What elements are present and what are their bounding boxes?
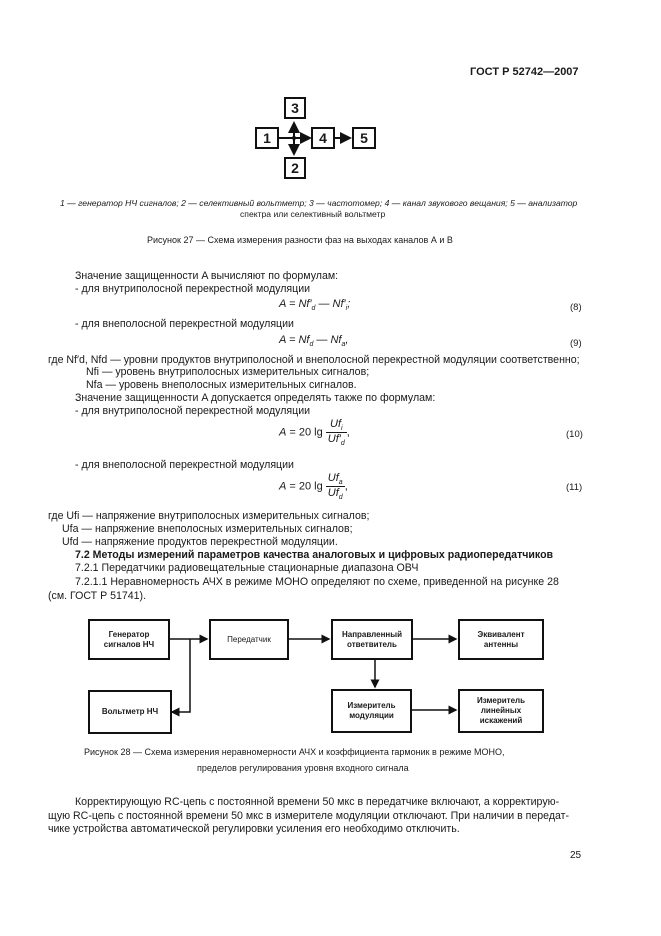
formula-10: A = 20 lg $\frac{Uf_i}{Uf'_d}$ , <box>279 418 350 448</box>
fig27-block-4: 4 <box>311 127 335 149</box>
fig28-generator-block: Генератор сигналов НЧ <box>88 619 170 660</box>
fig28-antenna-equivalent-block: Эквивалент антенны <box>458 619 544 660</box>
page-number: 25 <box>570 850 582 861</box>
formula-8: $A = Nf'_d$ — $Nf'_i$; <box>279 298 351 313</box>
where-nfd: где Nf′d, Nfd — уровни продуктов внутриполосной и внеполосной перекрестной модуляции соответственно; <box>48 354 580 366</box>
eq-number-11: (11) <box>566 482 583 493</box>
fig28-modulation-meter-block: Измеритель модуляции <box>331 689 412 733</box>
where-ufa: Ufa — напряжение внеполосных измерительных сигналов; <box>62 523 353 535</box>
fig28-caption-line2: пределов регулирования уровня входного сигнала <box>197 763 409 773</box>
para-rc-line3: чике устройства автоматической регулировки усиления его необходимо отключить. <box>48 823 460 835</box>
fig28-coupler-block: Направленный ответвитель <box>331 619 413 660</box>
fig27-legend-line2: спектра или селективный вольтметр <box>240 209 386 219</box>
doc-id: ГОСТ Р 52742—2007 <box>470 66 579 78</box>
fig27-block-1: 1 <box>255 127 279 149</box>
junction-point <box>292 136 296 140</box>
fig27-caption: Рисунок 27 — Схема измерения разности фаз на выходах каналов А и В <box>147 235 453 245</box>
para-protection-intro: Значение защищенности A вычисляют по формулам: <box>75 270 339 282</box>
fig28-voltmeter-block: Вольтметр НЧ <box>88 690 172 734</box>
section-7-2-1: 7.2.1 Передатчики радиовещательные стационарные диапазона ОВЧ <box>75 562 419 574</box>
para-rc-line1: Корректирующую RC-цепь с постоянной времени 50 мкс в передатчике включают, а корректирую- <box>75 796 560 808</box>
section-7-2-1-1-line2: (см. ГОСТ Р 51741). <box>48 590 147 602</box>
formula-11: A = 20 lg $\frac{Uf_a}{Uf_d}$ , <box>279 472 348 502</box>
para-inband-1: - для внутриполосной перекрестной модуляции <box>75 283 311 295</box>
fig27-legend-line1: 1 — генератор НЧ сигналов; 2 — селективный вольтметр; 3 — частотомер; 4 — канал звукового вещания; 5 — анализатор <box>60 198 578 208</box>
eq-number-10: (10) <box>566 429 583 440</box>
where-ufi: где Ufi — напряжение внутриполосных измерительных сигналов; <box>48 510 370 522</box>
fig28-transmitter-block: Передатчик <box>209 619 289 660</box>
para-protection-alt: Значение защищенности A допускается определять также по формулам: <box>75 392 436 404</box>
eq-number-9: (9) <box>570 338 582 349</box>
para-inband-2: - для внутриполосной перекрестной модуляции <box>75 405 311 417</box>
fig28-linear-distortion-block: Измеритель линейных искажений <box>458 689 544 733</box>
para-outband-2: - для внеполосной перекрестной модуляции <box>75 459 294 471</box>
where-nfa: Nfa — уровень внеполосных измерительных сигналов. <box>86 379 357 391</box>
fig28-caption-line1: Рисунок 28 — Схема измерения неравномерности АЧХ и коэффициента гармоник в режиме МОНО, <box>84 747 505 757</box>
section-7-2-heading: 7.2 Методы измерений параметров качества аналоговых и цифровых радиопередатчиков <box>75 549 554 561</box>
para-outband-1: - для внеполосной перекрестной модуляции <box>75 318 294 330</box>
where-nfi: Nfi — уровень внутриполосных измерительных сигналов; <box>86 366 370 378</box>
fig27-block-3: 3 <box>284 97 306 119</box>
formula-9: $A = Nf_d$ — $Nf_a$, <box>279 334 349 349</box>
section-7-2-1-1-line1: 7.2.1.1 Неравномерность АЧХ в режиме МОНО определяют по схеме, приведенной на рисунке 28 <box>75 576 559 588</box>
where-ufd: Ufd — напряжение продуктов перекрестной модуляции. <box>62 536 338 548</box>
fig27-block-2: 2 <box>284 157 306 179</box>
fig27-block-5: 5 <box>352 127 376 149</box>
para-rc-line2: щую RC-цепь с постоянной времени 50 мкс в измерителе модуляции отключают. При наличии в передат- <box>48 810 570 822</box>
figure-27-diagram <box>0 0 661 200</box>
eq-number-8: (8) <box>570 302 582 313</box>
